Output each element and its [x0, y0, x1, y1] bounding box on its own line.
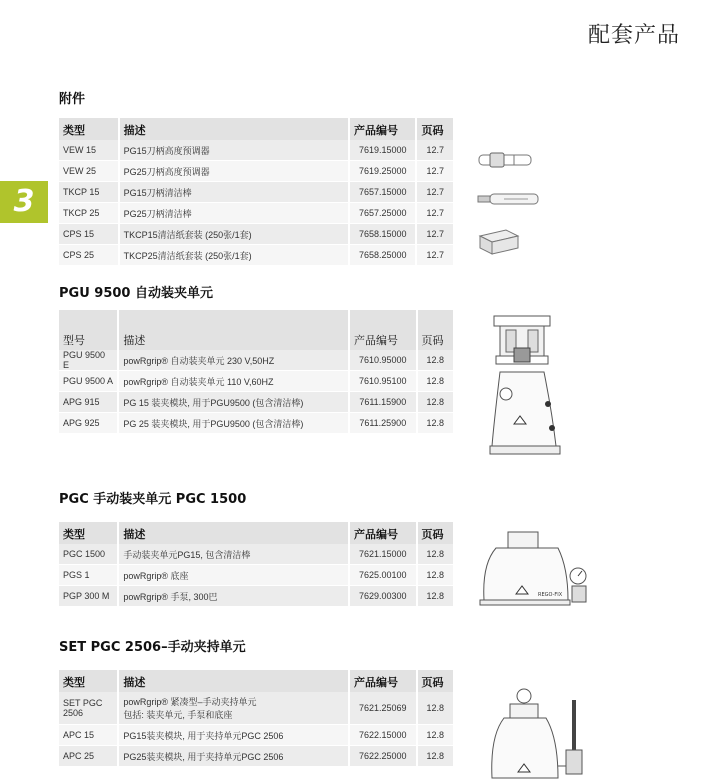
desc-cell: powRgrip® 自动装夹单元 230 V,50HZ [118, 350, 349, 371]
type-cell: VEW 25 [59, 161, 119, 182]
type-cell: APC 25 [59, 746, 118, 767]
col-header-page: 页码 [417, 522, 455, 544]
desc-cell: PG 25 装夹模块, 用于PGU9500 (包含清洁棒) [118, 413, 349, 434]
page-cell[interactable]: 12.7 [416, 161, 454, 182]
code-cell: 7657.25000 [349, 203, 416, 224]
table-row [59, 371, 454, 392]
code-cell: 7619.25000 [349, 161, 416, 182]
col-header-page: 页码 [417, 310, 455, 350]
type-cell: CPS 25 [59, 245, 119, 266]
code-cell: 7622.15000 [349, 725, 416, 746]
code-cell: 7658.15000 [349, 224, 416, 245]
page-cell[interactable]: 12.8 [417, 586, 455, 607]
page-cell[interactable]: 12.8 [417, 692, 455, 725]
presetter-image [476, 150, 536, 170]
type-cell: SET PGC 2506 [59, 692, 118, 725]
page-cell[interactable]: 12.8 [417, 746, 455, 767]
table-row [59, 544, 454, 565]
type-cell: APC 15 [59, 725, 118, 746]
desc-cell: PG 15 装夹模块, 用于PGU9500 (包含清洁棒) [118, 392, 349, 413]
type-cell: PGU 9500 E [59, 350, 118, 371]
col-header-desc: 描述 [118, 670, 349, 692]
page-cell[interactable]: 12.7 [416, 182, 454, 203]
accessories-table [59, 118, 455, 266]
page-cell[interactable]: 12.7 [416, 203, 454, 224]
type-cell: APG 925 [59, 413, 118, 434]
col-header-desc: 描述 [119, 118, 349, 140]
desc-note: 包括: 装夹单元, 手泵和底座 [123, 710, 233, 720]
table-row [59, 392, 454, 413]
table-row [59, 746, 454, 767]
type-cell: PGS 1 [59, 565, 118, 586]
section-title-pgu9500: PGU 9500 自动装夹单元 [59, 286, 213, 301]
desc-cell: PG25装夹模块, 用于夹持单元PGC 2506 [118, 746, 349, 767]
desc-cell: powRgrip® 自动装夹单元 110 V,60HZ [118, 371, 349, 392]
type-cell: PGC 1500 [59, 544, 118, 565]
type-cell: TKCP 15 [59, 182, 119, 203]
col-header-page: 页码 [416, 118, 454, 140]
type-cell: PGU 9500 A [59, 371, 118, 392]
page-cell[interactable]: 12.8 [417, 413, 455, 434]
desc-cell: 手动装夹单元PG15, 包含清洁棒 [118, 544, 349, 565]
cleaning-paper-image [476, 226, 522, 258]
type-cell: TKCP 25 [59, 203, 119, 224]
col-header-code: 产品编号 [349, 522, 416, 544]
desc-cell: TKCP15清洁纸套装 (250张/1套) [119, 224, 349, 245]
desc-cell: PG15刀柄高度预调器 [119, 140, 349, 161]
col-header-type: 类型 [59, 670, 118, 692]
desc-cell: PG25刀柄清洁棒 [119, 203, 349, 224]
desc-line: powRgrip® 紧凑型–手动夹持单元 [123, 697, 257, 707]
desc-cell: PG25刀柄高度预调器 [119, 161, 349, 182]
set-pgc2506-table [59, 670, 455, 767]
type-cell: APG 915 [59, 392, 118, 413]
table-row [59, 692, 454, 725]
desc-cell: powRgrip® 底座 [118, 565, 349, 586]
col-header-page: 页码 [417, 670, 455, 692]
code-cell: 7611.15900 [349, 392, 416, 413]
code-cell: 7610.95000 [349, 350, 416, 371]
desc-cell [118, 692, 349, 725]
pgu9500-machine-image [486, 312, 566, 458]
col-header-desc: 描述 [118, 522, 349, 544]
section-title-pgc1500: PGC 手动装夹单元 PGC 1500 [59, 492, 247, 507]
col-header-type: 类型 [59, 522, 118, 544]
col-header-desc: 描述 [118, 310, 349, 350]
page-cell[interactable]: 12.8 [417, 371, 455, 392]
page-cell[interactable]: 12.8 [417, 725, 455, 746]
col-header-code: 产品编号 [349, 310, 416, 350]
page-cell[interactable]: 12.8 [417, 392, 455, 413]
code-cell: 7610.95100 [349, 371, 416, 392]
page-cell[interactable]: 12.8 [417, 544, 455, 565]
cleaning-stick-image [476, 190, 542, 208]
table-row [59, 161, 454, 182]
desc-cell: powRgrip® 手泵, 300巴 [118, 586, 349, 607]
pgu9500-table [59, 310, 455, 434]
type-cell: CPS 15 [59, 224, 119, 245]
code-cell: 7658.25000 [349, 245, 416, 266]
section-title-accessories: 附件 [59, 92, 86, 107]
section-title-set-pgc2506: SET PGC 2506–手动夹持单元 [59, 640, 246, 655]
code-cell: 7611.25900 [349, 413, 416, 434]
desc-cell: PG15装夹模块, 用于夹持单元PGC 2506 [118, 725, 349, 746]
type-cell: VEW 15 [59, 140, 119, 161]
pgc1500-table [59, 522, 455, 607]
col-header-code: 产品编号 [349, 670, 416, 692]
set-pgc2506-image [486, 686, 596, 782]
code-cell: 7657.15000 [349, 182, 416, 203]
chapter-tab[interactable]: 3 [0, 181, 48, 223]
table-row [59, 725, 454, 746]
col-header-code: 产品编号 [349, 118, 416, 140]
code-cell: 7621.15000 [349, 544, 416, 565]
table-row [59, 413, 454, 434]
table-row [59, 182, 454, 203]
table-row [59, 203, 454, 224]
page-cell[interactable]: 12.7 [416, 245, 454, 266]
page-cell[interactable]: 12.8 [417, 565, 455, 586]
page-cell[interactable]: 12.7 [416, 224, 454, 245]
code-cell: 7621.25069 [349, 692, 416, 725]
pgc1500-unit-image [476, 528, 596, 608]
code-cell: 7625.00100 [349, 565, 416, 586]
table-row [59, 224, 454, 245]
code-cell: 7622.25000 [349, 746, 416, 767]
col-header-type: 类型 [59, 118, 119, 140]
brand-label: REGO-FIX [538, 592, 563, 598]
page-cell[interactable]: 12.8 [417, 350, 455, 371]
table-row [59, 586, 454, 607]
desc-cell: TKCP25清洁纸套装 (250张/1套) [119, 245, 349, 266]
page-cell[interactable]: 12.7 [416, 140, 454, 161]
page-title: 配套产品 [587, 23, 680, 48]
table-row [59, 350, 454, 371]
code-cell: 7619.15000 [349, 140, 416, 161]
code-cell: 7629.00300 [349, 586, 416, 607]
col-header-model: 型号 [59, 310, 118, 350]
type-cell: PGP 300 M [59, 586, 118, 607]
table-row [59, 140, 454, 161]
table-row [59, 565, 454, 586]
table-row [59, 245, 454, 266]
desc-cell: PG15刀柄清洁棒 [119, 182, 349, 203]
